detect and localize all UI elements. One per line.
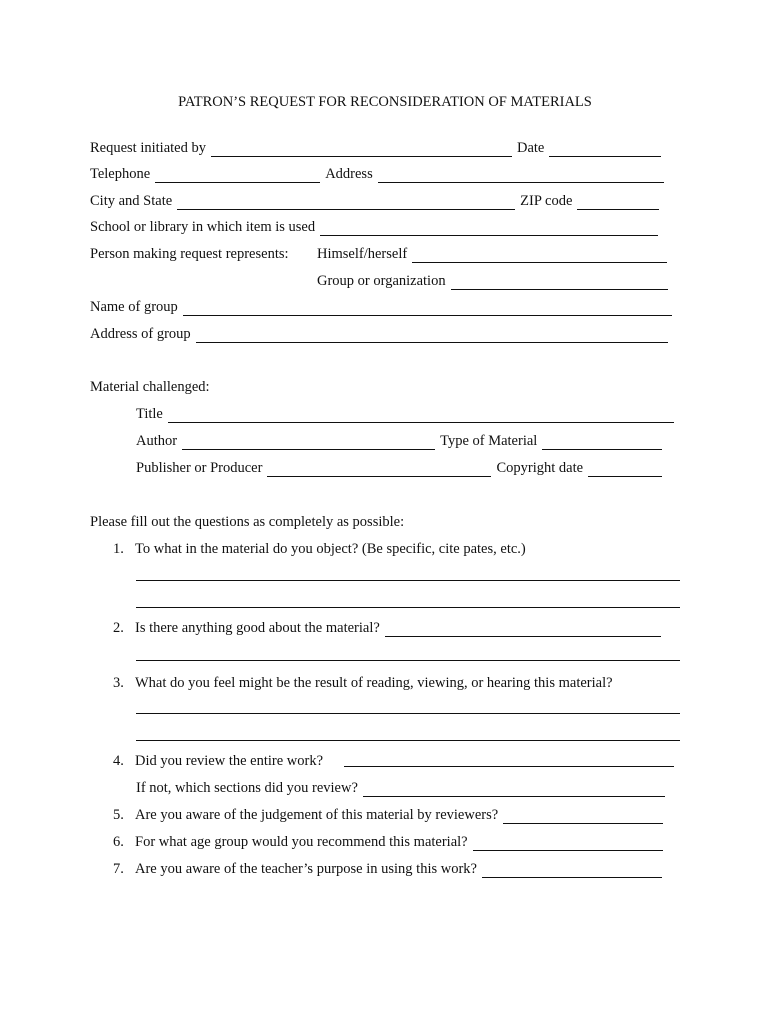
publisher-field[interactable] — [267, 463, 491, 477]
question-text: Are you aware of the teacher’s purpose in using this work? — [135, 861, 477, 877]
row-material-challenged — [90, 378, 210, 396]
row-instructions — [90, 513, 404, 531]
address-field[interactable] — [378, 169, 664, 183]
answer-7-field[interactable] — [482, 864, 662, 878]
row-telephone — [90, 165, 664, 183]
question-number: 2. — [113, 620, 124, 636]
telephone-field[interactable] — [155, 169, 320, 183]
label-copyright: Copyright date — [496, 460, 584, 476]
answer-1-line-1[interactable] — [136, 580, 680, 581]
label-telephone: Telephone — [90, 166, 151, 182]
row-school — [90, 218, 658, 236]
answer-1-line-2[interactable] — [136, 607, 680, 608]
question-number: 5. — [113, 807, 124, 823]
name-group-field[interactable] — [183, 302, 672, 316]
question-6 — [113, 833, 663, 851]
question-number: 6. — [113, 834, 124, 850]
question-text: If not, which sections did you review? — [136, 780, 358, 796]
row-request — [90, 139, 661, 157]
author-field[interactable] — [182, 436, 435, 450]
row-publisher — [136, 459, 662, 477]
label-address-group: Address of group — [90, 326, 191, 342]
question-7 — [113, 860, 662, 878]
label-request-initiated-by: Request initiated by — [90, 140, 206, 156]
request-initiated-by-field[interactable] — [211, 143, 512, 157]
answer-4-sub-field[interactable] — [363, 783, 665, 797]
address-group-field[interactable] — [196, 329, 668, 343]
question-4 — [113, 752, 323, 770]
instructions-text: Please fill out the questions as completely as possible: — [90, 514, 405, 530]
question-5 — [113, 806, 663, 824]
question-number: 4. — [113, 753, 124, 769]
copyright-field[interactable] — [588, 463, 662, 477]
question-2 — [113, 619, 661, 637]
label-himself: Himself/herself — [317, 246, 408, 262]
question-text: Are you aware of the judgement of this material by reviewers? — [135, 807, 499, 823]
himself-field[interactable] — [412, 249, 667, 263]
label-publisher: Publisher or Producer — [136, 460, 263, 476]
question-1 — [113, 540, 526, 558]
question-text: To what in the material do you object? (Be specific, cite pates, etc.) — [135, 541, 526, 557]
group-org-field[interactable] — [451, 276, 668, 290]
question-number: 7. — [113, 861, 124, 877]
type-material-field[interactable] — [542, 436, 662, 450]
question-4-sub — [136, 779, 665, 797]
row-title — [136, 405, 674, 423]
answer-3-line-1[interactable] — [136, 713, 680, 714]
row-represents — [90, 245, 289, 263]
answer-4-field[interactable] — [344, 766, 674, 767]
label-name-group: Name of group — [90, 299, 178, 315]
row-group-org — [317, 272, 668, 290]
label-date: Date — [516, 140, 545, 156]
label-school-library: School or library in which item is used — [90, 219, 316, 235]
city-state-field[interactable] — [177, 196, 515, 210]
label-type-material: Type of Material — [440, 433, 538, 449]
label-address: Address — [325, 166, 373, 182]
row-city — [90, 192, 659, 210]
question-text: Is there anything good about the material? — [135, 620, 380, 636]
answer-6-field[interactable] — [473, 837, 663, 851]
question-number: 3. — [113, 675, 124, 691]
question-text: For what age group would you recommend this material? — [135, 834, 468, 850]
label-material-challenged: Material challenged: — [90, 379, 210, 395]
label-zip: ZIP code — [520, 193, 573, 209]
title-field[interactable] — [168, 409, 674, 423]
date-field[interactable] — [549, 143, 661, 157]
zip-field[interactable] — [577, 196, 659, 210]
answer-3-line-2[interactable] — [136, 740, 680, 741]
answer-2-field[interactable] — [385, 623, 661, 637]
question-text: Did you review the entire work? — [135, 753, 324, 769]
row-himself — [317, 245, 667, 263]
form-title: PATRON’S REQUEST FOR RECONSIDERATION OF MATERIALS — [178, 94, 592, 110]
question-3 — [113, 674, 613, 692]
label-person-represents: Person making request represents: — [90, 246, 289, 262]
label-author: Author — [136, 433, 178, 449]
question-text: What do you feel might be the result of reading, viewing, or hearing this material? — [135, 675, 613, 691]
question-number: 1. — [113, 541, 124, 557]
row-author — [136, 432, 662, 450]
answer-2-line-2[interactable] — [136, 660, 680, 661]
answer-5-field[interactable] — [503, 810, 663, 824]
row-name-group — [90, 298, 672, 316]
label-group-org: Group or organization — [317, 273, 446, 289]
school-library-field[interactable] — [320, 222, 658, 236]
label-city-state: City and State — [90, 193, 173, 209]
row-address-group — [90, 325, 668, 343]
label-title: Title — [136, 406, 163, 422]
